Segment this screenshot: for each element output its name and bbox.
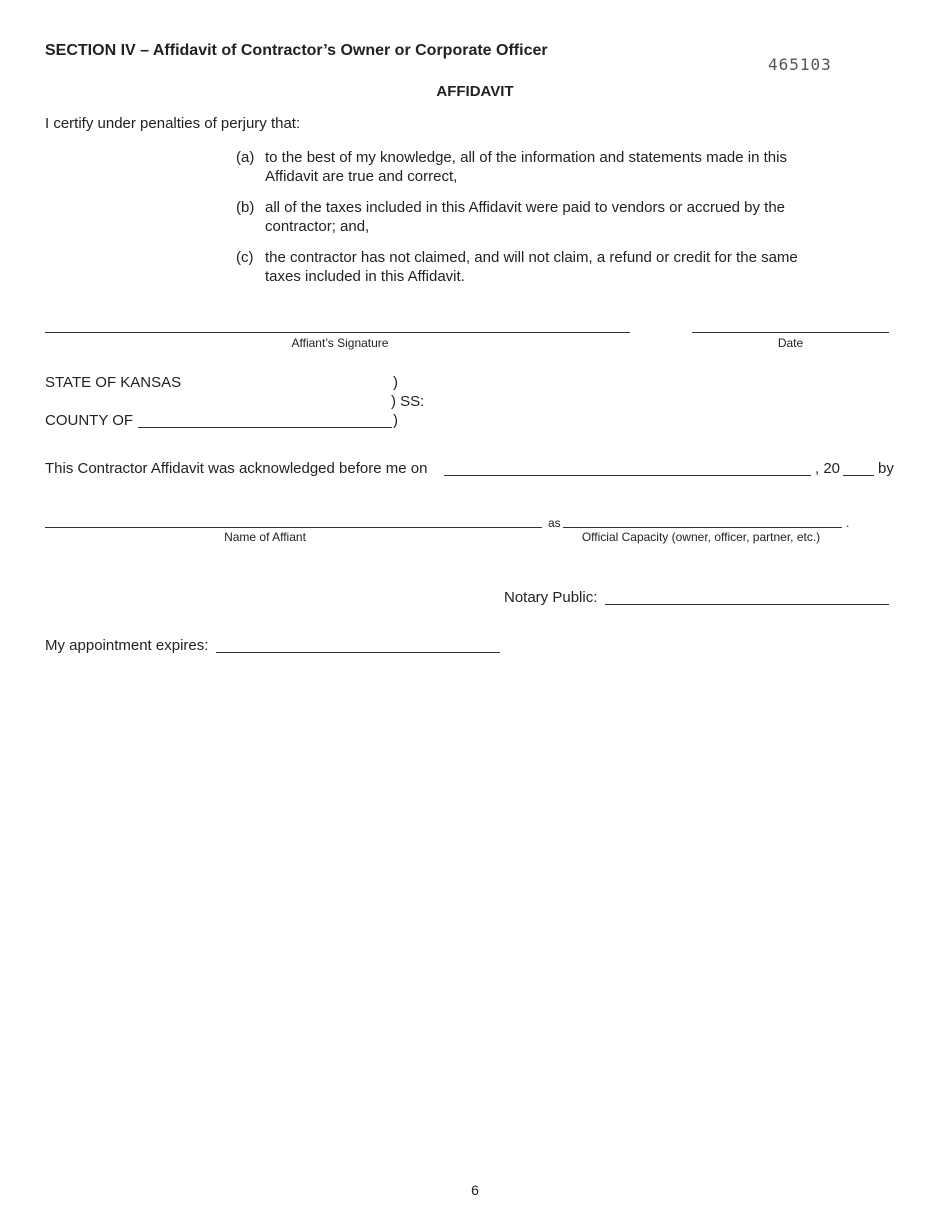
affiant-name-label: Name of Affiant	[224, 530, 306, 544]
official-capacity-label: Official Capacity (owner, officer, partner, etc.)	[581, 530, 821, 544]
year-line[interactable]	[843, 475, 874, 476]
item-text: all of the taxes included in this Affidavit were paid to vendors or accrued by the contractor; and,	[265, 199, 786, 235]
venue-ss: ) SS:	[391, 393, 425, 410]
affidavit-heading: AFFIDAVIT	[436, 83, 514, 100]
certification-item-a	[236, 148, 836, 188]
year-prefix: , 20	[815, 460, 841, 477]
venue-paren-bottom: )	[393, 412, 398, 429]
notary-public-label: Notary Public:	[504, 589, 598, 606]
county-label: COUNTY OF	[45, 412, 134, 429]
appointment-expires-line[interactable]	[216, 652, 500, 653]
date-line[interactable]	[692, 332, 889, 333]
intro-statement: I certify under penalties of perjury that:	[45, 115, 301, 132]
page-number: 6	[471, 1182, 479, 1198]
date-label: Date	[777, 336, 804, 350]
item-text: to the best of my knowledge, all of the information and statements made in this Affidavit are true and correct,	[265, 149, 787, 185]
item-label: (a)	[236, 149, 255, 166]
document-number: 465103	[768, 55, 832, 74]
state-label: STATE OF KANSAS	[45, 374, 182, 391]
item-label: (c)	[236, 249, 254, 266]
official-capacity-line[interactable]	[563, 527, 842, 528]
acknowledgment-by: by	[878, 460, 894, 477]
venue-paren-top: )	[393, 374, 398, 391]
appointment-expires-label: My appointment expires:	[45, 637, 209, 654]
notary-public-line[interactable]	[605, 604, 889, 605]
item-label: (b)	[236, 199, 255, 216]
section-title: SECTION IV – Affidavit of Contractor’s Owner or Corporate Officer	[45, 42, 548, 59]
affiant-name-line[interactable]	[45, 527, 542, 528]
affiant-signature-line[interactable]	[45, 332, 630, 333]
acknowledgment-text: This Contractor Affidavit was acknowledged before me on	[45, 460, 428, 477]
item-text: the contractor has not claimed, and will not claim, a refund or credit for the same taxes included in this Affidavit.	[265, 249, 798, 285]
certification-item-c	[236, 248, 836, 288]
acknowledgment-date-line[interactable]	[444, 475, 811, 476]
affiant-signature-label: Affiant’s Signature	[291, 336, 389, 350]
county-line[interactable]	[138, 427, 392, 428]
as-label: as	[548, 516, 561, 530]
certification-item-b	[236, 198, 836, 238]
capacity-period: .	[846, 516, 850, 530]
